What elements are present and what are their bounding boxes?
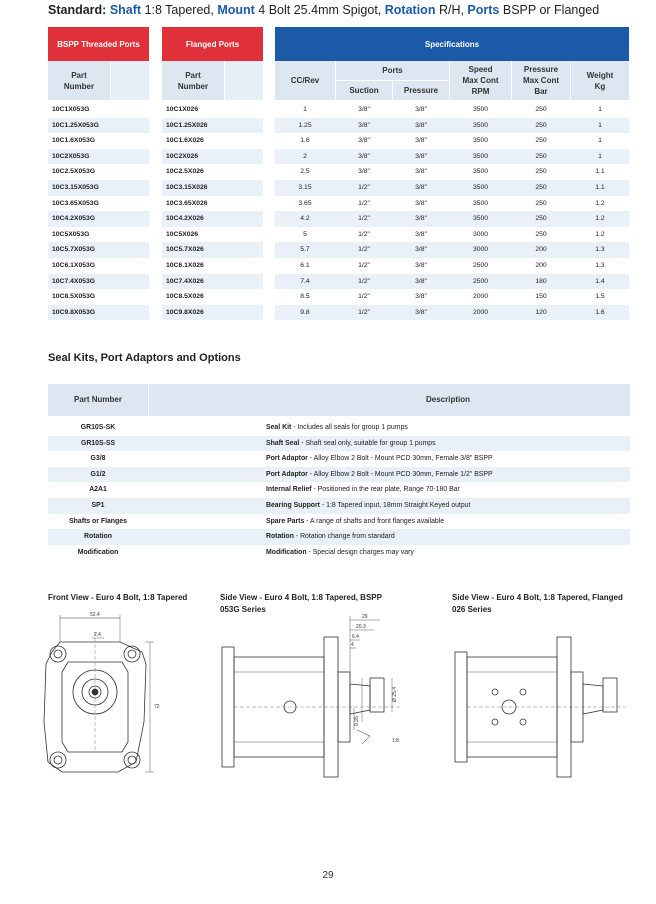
pressure-bar: 200 <box>535 246 547 254</box>
seal-row <box>48 467 630 483</box>
weight-kg: 1.1 <box>595 168 605 176</box>
bspp-part-number: 10C3.15X053G <box>52 184 99 191</box>
flanged-part-number: 10C1X026 <box>166 106 199 113</box>
pressure-port: 3/8" <box>415 137 427 145</box>
speed-rpm: 3500 <box>472 184 489 191</box>
seal-part-number-header: Part Number <box>73 395 122 404</box>
speed-rpm: 3500 <box>472 168 489 176</box>
speed-rpm: 3500 <box>472 199 489 207</box>
weight-kg: 1.2 <box>595 199 605 207</box>
weight-kg: 1.1 <box>595 184 605 191</box>
seal-description-label: Shaft Seal <box>266 439 300 447</box>
specifications-list <box>275 102 629 322</box>
mount-value: 4 Bolt 25.4mm Spigot, <box>258 3 382 17</box>
spec-row <box>275 164 629 180</box>
ports-label: Ports <box>467 3 500 17</box>
pressure-bar: 250 <box>535 215 547 223</box>
seal-description-text: - Positioned in the rear plate, Range 70-180 Bar <box>311 486 460 494</box>
pressure-bar: 250 <box>535 152 547 160</box>
bspp-row <box>48 180 149 196</box>
bspp-ports-banner: BSPP Threaded Ports <box>48 27 149 61</box>
seal-part-number: G1/2 <box>90 470 106 478</box>
seal-table-header <box>48 384 630 416</box>
bspp-row <box>48 305 149 321</box>
seal-description <box>266 514 444 530</box>
seal-row <box>48 498 630 514</box>
seal-part-number: GR10S-SS <box>80 439 116 447</box>
speed-header: Speed Max Cont RPM <box>450 61 511 100</box>
seal-kits-table <box>48 384 630 560</box>
seal-rows <box>48 420 630 560</box>
bspp-row <box>48 289 149 305</box>
pressure-port: 3/8" <box>415 308 427 316</box>
pressure-bar: 200 <box>535 262 547 269</box>
flanged-part-number: 10C3.65X026 <box>166 199 208 207</box>
cc-rev: 1 <box>303 106 307 113</box>
seal-description <box>266 451 493 467</box>
weight-kg: 1.6 <box>595 308 605 316</box>
seal-description-text: - 1:8 Tapered input, 18mm Straight Keyed output <box>319 501 471 509</box>
cc-rev-header: CC/Rev <box>275 61 335 100</box>
bspp-row <box>48 164 149 180</box>
front-view-drawing <box>40 612 200 782</box>
spec-row <box>275 289 629 305</box>
pressure-port: 3/8" <box>415 277 427 285</box>
weight-kg: 1.3 <box>595 262 605 269</box>
flanged-part-number: 10C7.4X026 <box>166 277 204 285</box>
side-view-flanged-drawing <box>445 612 635 782</box>
flanged-part-number: 10C8.5X026 <box>166 293 204 301</box>
speed-rpm: 3500 <box>472 137 489 145</box>
seal-description-text: - Special design charges may vary <box>306 548 414 556</box>
side-view-bspp-drawing <box>212 612 422 782</box>
flanged-part-number: 10C4.2X026 <box>166 215 204 223</box>
bspp-part-number: 10C1.25X053G <box>52 121 99 129</box>
bspp-part-number: 10C8.5X053G <box>52 293 96 301</box>
spec-row <box>275 196 629 212</box>
bspp-part-number: 10C5.7X053G <box>52 246 96 254</box>
seal-header-divider <box>148 384 149 416</box>
weight-kg: 1.5 <box>595 293 605 301</box>
side-view-bspp-title-line2: 053G Series <box>220 605 266 614</box>
spec-row <box>275 102 629 118</box>
seal-description-label: Bearing Support <box>266 501 320 509</box>
pressure-bar: 250 <box>535 230 547 238</box>
seal-description-text: - Includes all seals for group 1 pumps <box>291 424 408 431</box>
seal-part-number: GR10S-SK <box>80 424 116 431</box>
flanged-row <box>162 164 263 180</box>
speed-rpm: 2000 <box>472 308 489 316</box>
weight-kg: 1 <box>598 121 602 129</box>
dim-72: 72 <box>154 704 160 710</box>
seal-description-header: Description <box>425 395 470 404</box>
bspp-row <box>48 196 149 212</box>
flanged-row <box>162 227 263 243</box>
flanged-part-number: 10C9.8X026 <box>166 308 204 316</box>
flanged-part-number: 10C6.1X026 <box>166 262 204 269</box>
suction-port: 1/2" <box>358 308 370 316</box>
seal-description <box>266 436 436 452</box>
weight-kg: 1.3 <box>595 246 605 254</box>
seal-part-number: Modification <box>77 548 119 556</box>
speed-rpm: 2500 <box>472 277 489 285</box>
seal-part-number: G3/8 <box>90 455 106 463</box>
cc-rev: 4.2 <box>300 215 310 223</box>
bspp-row <box>48 133 149 149</box>
spec-row <box>275 118 629 134</box>
seal-description <box>266 529 395 545</box>
dim-2-4: 2.4 <box>94 632 101 638</box>
ports-value: BSPP or Flanged <box>502 3 600 17</box>
pressure-max-header: Pressure Max Cont Bar <box>512 61 570 100</box>
pressure-port: 3/8" <box>415 199 427 207</box>
spec-row <box>275 242 629 258</box>
mount-label: Mount <box>217 3 255 17</box>
flanged-row <box>162 118 263 134</box>
weight-kg: 1 <box>598 152 602 160</box>
flanged-part-number: 10C5X026 <box>166 230 199 238</box>
seal-part-number: Shafts or Flanges <box>69 517 127 525</box>
weight-kg: 1.2 <box>595 215 605 223</box>
page-number: 29 <box>322 870 334 881</box>
dim-20-3: 20.3 <box>356 624 366 630</box>
cc-rev: 3.65 <box>298 199 312 207</box>
side-view-flanged-title-line1: Side View - Euro 4 Bolt, 1:8 Tapered, Flanged <box>452 593 623 602</box>
front-view-title: Front View - Euro 4 Bolt, 1:8 Tapered <box>48 593 188 602</box>
flanged-row <box>162 258 263 274</box>
pressure-bar: 120 <box>535 308 547 316</box>
bspp-part-number: 10C2.5X053G <box>52 168 96 176</box>
flanged-row <box>162 289 263 305</box>
ports-header: Ports <box>336 61 449 80</box>
bspp-row <box>48 118 149 134</box>
seal-row <box>48 482 630 498</box>
pressure-port: 3/8" <box>415 215 427 223</box>
bspp-row <box>48 149 149 165</box>
cc-rev: 5 <box>303 230 307 238</box>
weight-kg: 1 <box>598 106 602 113</box>
cc-rev: 2 <box>303 152 307 160</box>
cc-rev: 1.6 <box>300 137 310 145</box>
cc-rev: 5.7 <box>300 246 310 254</box>
weight-kg: 1.2 <box>595 230 605 238</box>
pressure-port: 3/8" <box>415 262 427 269</box>
bspp-part-number: 10C1X053G <box>52 106 90 113</box>
cc-rev: 6.1 <box>300 262 310 269</box>
spec-row <box>275 227 629 243</box>
seal-description-text: - Alloy Elbow 2 Bolt - Mount PCD 30mm, Female 1/2" BSPP <box>307 470 493 478</box>
pressure-bar: 250 <box>535 168 547 176</box>
flanged-row <box>162 196 263 212</box>
shaft-value: 1:8 Tapered, <box>144 3 214 17</box>
seal-description-text: - Alloy Elbow 2 Bolt - Mount PCD 30mm, Female 3/8" BSPP <box>307 455 493 463</box>
seal-part-number: Rotation <box>84 533 112 541</box>
pressure-port: 3/8" <box>415 184 427 191</box>
seal-description <box>266 420 408 436</box>
shaft-label: Shaft <box>109 3 142 17</box>
pressure-bar: 250 <box>535 106 547 113</box>
weight-kg: 1 <box>598 137 602 145</box>
bspp-row <box>48 102 149 118</box>
seal-row <box>48 529 630 545</box>
suction-port: 1/2" <box>358 277 370 285</box>
spec-row <box>275 211 629 227</box>
seal-description <box>266 498 470 514</box>
cc-rev: 1.25 <box>298 121 312 129</box>
pressure-port: 3/8" <box>415 293 427 301</box>
bspp-row <box>48 258 149 274</box>
suction-port: 1/2" <box>358 230 370 238</box>
pressure-port: 3/8" <box>415 246 427 254</box>
suction-port: 3/8" <box>358 106 370 113</box>
dim-taper: 1:8 <box>392 738 399 744</box>
dim-6-4: 6.4 <box>352 634 359 640</box>
bspp-part-number: 10C6.1X053G <box>52 262 96 269</box>
side-view-bspp-title-line1: Side View - Euro 4 Bolt, 1:8 Tapered, BSPP <box>220 593 382 602</box>
seal-row <box>48 436 630 452</box>
pressure-bar: 150 <box>535 293 547 301</box>
flanged-part-number: 10C5.7X026 <box>166 246 204 254</box>
seal-row <box>48 420 630 436</box>
suction-port: 1/2" <box>358 246 370 254</box>
pressure-header: Pressure <box>393 81 449 100</box>
bspp-row <box>48 242 149 258</box>
flanged-part-number: 10C1.25X026 <box>166 121 208 129</box>
pressure-bar: 250 <box>535 184 547 191</box>
seal-description-label: Internal Relief <box>266 486 312 494</box>
bspp-header-spacer <box>111 61 149 100</box>
flanged-part-list <box>162 102 263 322</box>
weight-header: Weight Kg <box>571 61 629 100</box>
pressure-port: 3/8" <box>415 168 427 176</box>
flanged-row <box>162 274 263 290</box>
pressure-port: 3/8" <box>415 230 427 238</box>
bspp-part-number: 10C2X053G <box>52 152 90 160</box>
suction-header: Suction <box>336 81 392 100</box>
seal-row <box>48 545 630 561</box>
cc-rev: 3.15 <box>298 184 312 191</box>
seal-row <box>48 514 630 530</box>
cc-rev: 7.4 <box>300 277 310 285</box>
speed-rpm: 3500 <box>472 152 489 160</box>
dim-9-35: 9.35 <box>354 716 360 726</box>
seal-part-number: A2A1 <box>89 486 107 494</box>
spec-row <box>275 258 629 274</box>
cc-rev: 8.5 <box>300 293 310 301</box>
standard-label: Standard: <box>48 3 107 17</box>
suction-port: 1/2" <box>358 215 370 223</box>
bspp-part-number: 10C1.6X053G <box>52 137 96 145</box>
suction-port: 1/2" <box>358 262 370 269</box>
flanged-ports-banner: Flanged Ports <box>162 27 263 61</box>
bspp-part-number: 10C5X053G <box>52 230 90 238</box>
flanged-row <box>162 102 263 118</box>
flanged-part-number-header: Part Number <box>162 61 224 100</box>
pressure-bar: 250 <box>535 137 547 145</box>
flanged-row <box>162 305 263 321</box>
seal-description <box>266 482 460 498</box>
side-view-flanged-title-line2: 026 Series <box>452 605 492 614</box>
bspp-part-list <box>48 102 149 322</box>
speed-rpm: 2500 <box>472 262 489 269</box>
suction-port: 3/8" <box>358 121 370 129</box>
weight-kg: 1.4 <box>595 277 605 285</box>
spec-row <box>275 149 629 165</box>
seal-description-label: Spare Parts <box>266 517 305 525</box>
flanged-part-number: 10C2X026 <box>166 152 199 160</box>
flanged-part-number: 10C1.6X026 <box>166 137 204 145</box>
seal-row <box>48 451 630 467</box>
seal-description-label: Rotation <box>266 533 294 541</box>
flanged-row <box>162 149 263 165</box>
seal-description-label: Modification <box>266 548 307 556</box>
bspp-row <box>48 211 149 227</box>
flanged-header-spacer <box>225 61 263 100</box>
speed-rpm: 3500 <box>472 121 489 129</box>
flanged-row <box>162 133 263 149</box>
speed-rpm: 3000 <box>472 230 489 238</box>
rotation-label: Rotation <box>384 3 436 17</box>
seal-description-label: Seal Kit <box>266 424 292 431</box>
speed-rpm: 3500 <box>472 215 489 223</box>
cc-rev: 9.8 <box>300 308 310 316</box>
pressure-port: 3/8" <box>415 106 427 113</box>
bspp-part-number-header: Part Number <box>48 61 110 100</box>
dim-52-4: 52.4 <box>90 612 100 618</box>
bspp-row <box>48 274 149 290</box>
pressure-bar: 250 <box>535 199 547 207</box>
seal-description-label: Port Adaptor <box>266 470 308 478</box>
seal-description-text: - A range of shafts and front flanges available <box>304 517 445 525</box>
spec-row <box>275 180 629 196</box>
bspp-row <box>48 227 149 243</box>
speed-rpm: 3500 <box>472 106 489 113</box>
spec-row <box>275 133 629 149</box>
pressure-port: 3/8" <box>415 121 427 129</box>
seal-description <box>266 545 414 561</box>
speed-rpm: 2000 <box>472 293 489 301</box>
bspp-part-number: 10C4.2X053G <box>52 215 96 223</box>
suction-port: 3/8" <box>358 168 370 176</box>
spec-row <box>275 305 629 321</box>
bspp-part-number: 10C3.65X053G <box>52 199 99 207</box>
bspp-part-number: 10C9.8X053G <box>52 308 96 316</box>
seal-section-title: Seal Kits, Port Adaptors and Options <box>48 352 241 364</box>
suction-port: 1/2" <box>358 199 370 207</box>
bspp-part-number: 10C7.4X053G <box>52 277 96 285</box>
standard-header <box>48 3 599 17</box>
flanged-part-number: 10C2.5X026 <box>166 168 204 176</box>
dim-29: 29 <box>362 614 368 620</box>
suction-port: 1/2" <box>358 293 370 301</box>
specifications-banner: Specifications <box>275 27 629 61</box>
flanged-row <box>162 180 263 196</box>
suction-port: 3/8" <box>358 152 370 160</box>
rotation-value: R/H, <box>438 3 464 17</box>
seal-description-text: - Rotation change from standard <box>293 533 395 541</box>
dim-4: 4 <box>351 642 354 648</box>
cc-rev: 2.5 <box>300 168 310 176</box>
suction-port: 1/2" <box>358 184 370 191</box>
flanged-row <box>162 242 263 258</box>
suction-port: 3/8" <box>358 137 370 145</box>
flanged-part-number: 10C3.15X026 <box>166 184 208 191</box>
dim-25-4: Ø 25.4 <box>392 686 398 702</box>
flanged-row <box>162 211 263 227</box>
pressure-port: 3/8" <box>415 152 427 160</box>
pressure-bar: 180 <box>535 277 547 285</box>
seal-description-text: - Shaft seal only, suitable for group 1 pumps <box>299 439 436 447</box>
pressure-bar: 250 <box>535 121 547 129</box>
seal-description-label: Port Adaptor <box>266 455 308 463</box>
speed-rpm: 3000 <box>472 246 489 254</box>
seal-description <box>266 467 493 483</box>
spec-row <box>275 274 629 290</box>
seal-part-number: SP1 <box>91 501 105 509</box>
